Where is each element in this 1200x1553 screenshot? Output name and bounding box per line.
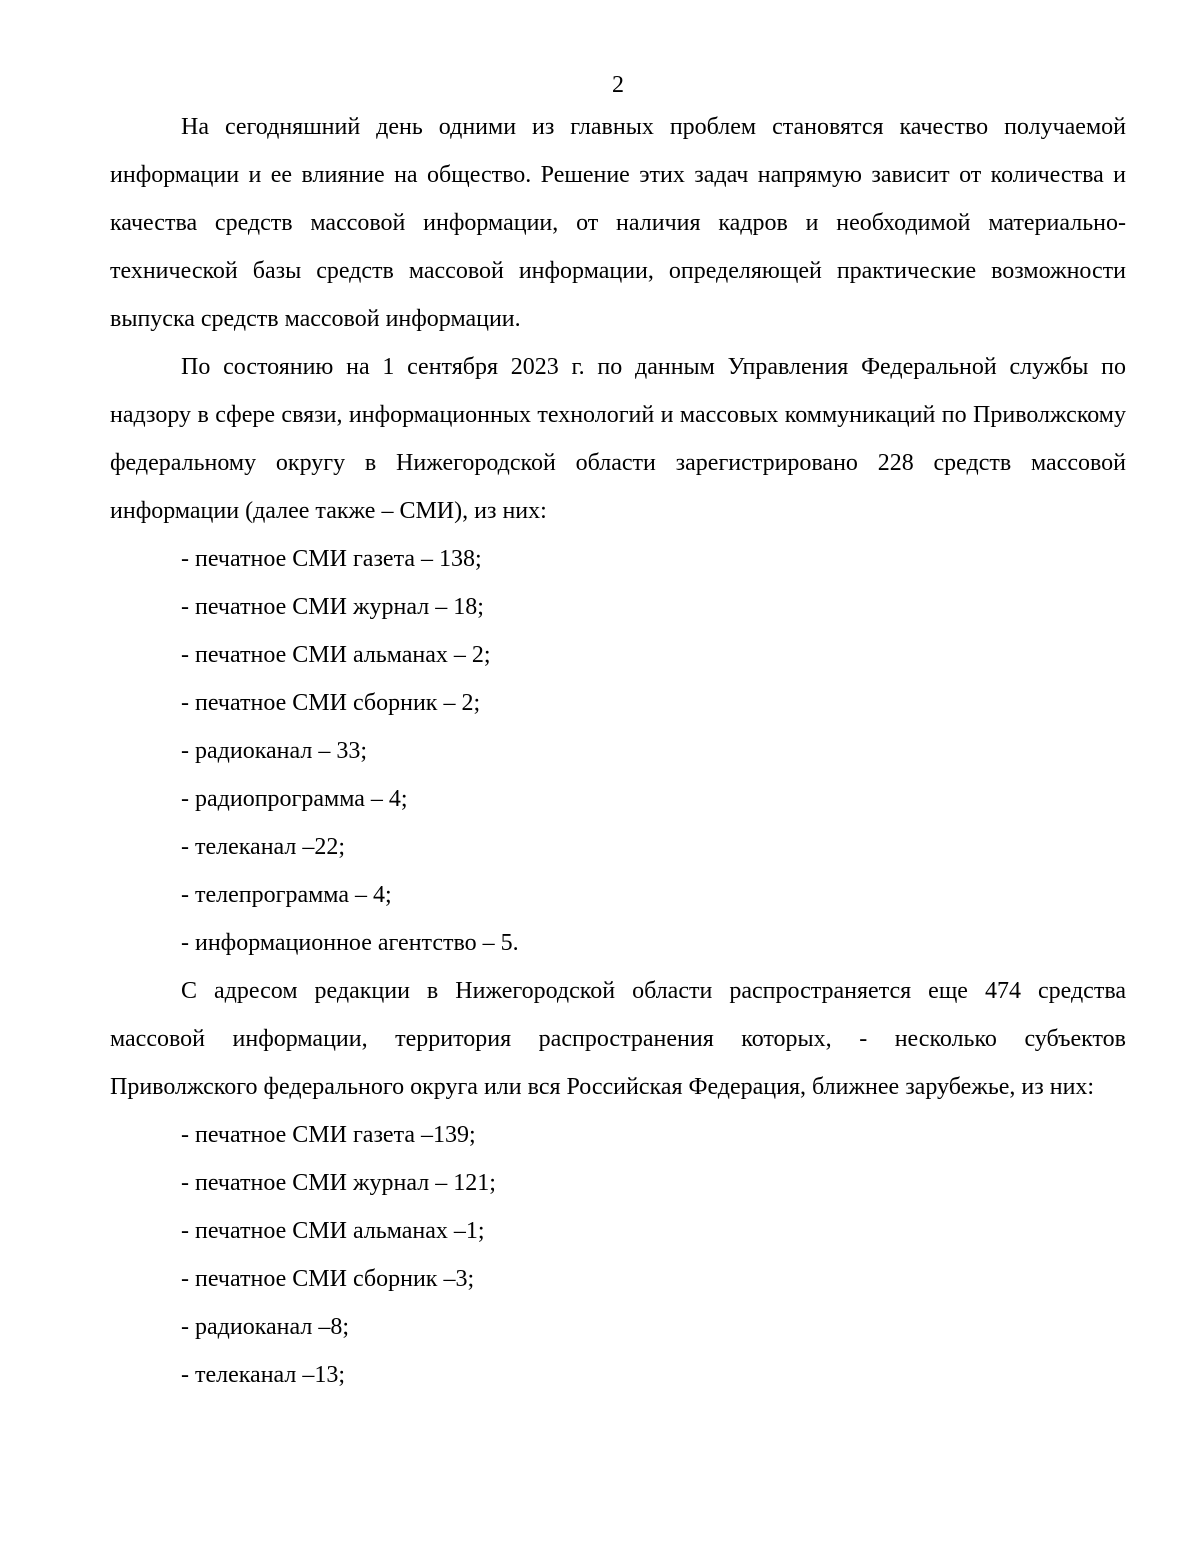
- distributed-media-list: [110, 1111, 1126, 1399]
- list-item: - радиопрограмма – 4;: [181, 786, 408, 812]
- list-item: - печатное СМИ сборник –3;: [181, 1266, 475, 1292]
- document-body: [110, 103, 1126, 1399]
- list-item: - печатное СМИ альманах – 2;: [181, 642, 491, 668]
- paragraph-registered-media: По состоянию на 1 сентября 2023 г. по данным Управления Федеральной службы по надзору в сфере связи, информационных технологий и массовых коммуникаций по Приволжскому федеральному округу в Нижегородской области зарегистрировано 228 средств массовой информации (далее также – СМИ), из них:: [110, 354, 1126, 524]
- list-item: - печатное СМИ газета –139;: [181, 1122, 476, 1148]
- list-item: - печатное СМИ журнал – 18;: [181, 594, 484, 620]
- list-item: - печатное СМИ альманах –1;: [181, 1218, 485, 1244]
- list-item: - информационное агентство – 5.: [181, 930, 519, 956]
- paragraph-intro: На сегодняшний день одними из главных проблем становятся качество получаемой информации и ее влияние на общество. Решение этих задач напрямую зависит от количества и качества средств массовой информации, от наличия кадров и необходимой материально-технической базы средств массовой информации, определяющей практические возможности выпуска средств массовой информации.: [110, 114, 1126, 332]
- paragraph-distributed-media: С адресом редакции в Нижегородской области распространяется еще 474 средства массовой информации, территория распространения которых, - несколько субъектов Приволжского федерального округа или вся Российская Федерация, ближнее зарубежье, из них:: [110, 978, 1126, 1100]
- list-item: - печатное СМИ сборник – 2;: [181, 690, 481, 716]
- list-item: - телепрограмма – 4;: [181, 882, 392, 908]
- list-item: - телеканал –22;: [181, 834, 346, 860]
- list-item: - печатное СМИ журнал – 121;: [181, 1170, 496, 1196]
- list-item: - печатное СМИ газета – 138;: [181, 546, 482, 572]
- list-item: - телеканал –13;: [181, 1362, 346, 1388]
- list-item: - радиоканал –8;: [181, 1314, 349, 1340]
- list-item: - радиоканал – 33;: [181, 738, 367, 764]
- page-number: 2: [612, 72, 624, 98]
- registered-media-list: [110, 535, 1126, 967]
